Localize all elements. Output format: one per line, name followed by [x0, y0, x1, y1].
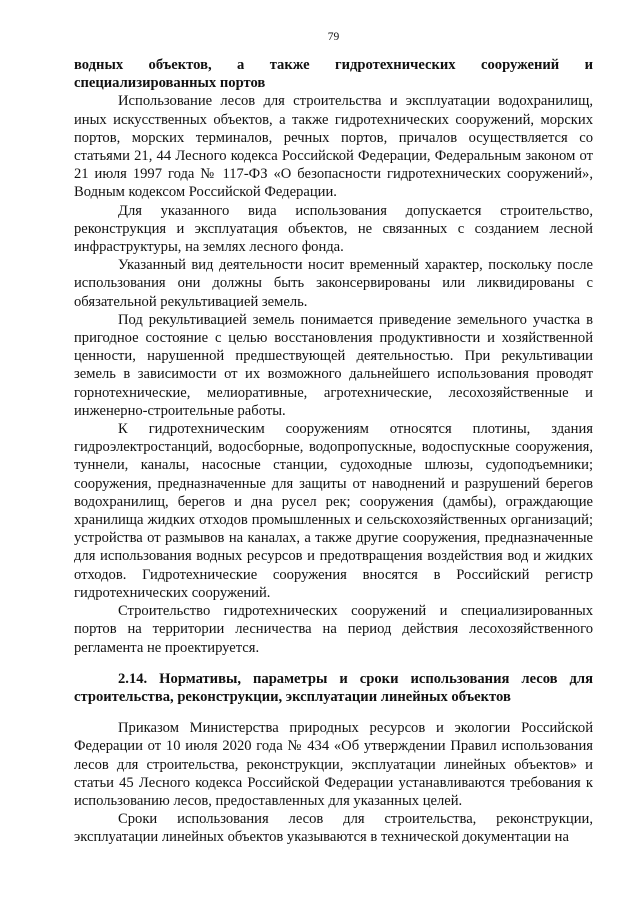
section-gap: [74, 706, 593, 719]
paragraph: Указанный вид деятельности носит временный характер, поскольку после использования они должны быть законсервированы или ликвидированы с обязательной рекультивацией земель.: [74, 257, 593, 310]
paragraph: Приказом Министерства природных ресурсов и экологии Российской Федерации от 10 июля 2020 года № 434 «Об утверждении Правил использования лесов для строительства, реконструкции, эксплуатации линейных объектов» и статьи 45 Лесного кодекса Российской Федерации устанавливаются требования к использованию лесов, предоставленных для указанных целей.: [74, 720, 593, 809]
section-gap: [74, 657, 593, 670]
paragraph: Для указанного вида использования допускается строительство, реконструкция и эксплуатация объектов, не связанных с созданием лесной инфраструктуры, на землях лесного фонда.: [74, 202, 593, 256]
paragraph: Строительство гидротехнических сооружений и специализированных портов на территории лесничества на период действия лесохозяйственного регламента не проектируется.: [74, 603, 593, 656]
section-heading: 2.14. Нормативы, параметры и сроки использования лесов для строительства, реконструкции, эксплуатации линейных объектов: [74, 670, 593, 705]
paragraph: Использование лесов для строительства и эксплуатации водохранилищ, иных искусственных объектов, а также гидротехнических сооружений, морских портов, морских терминалов, речных портов, причалов осуществляется со статьями 21, 44 Лесного кодекса Российской Федерации, Федеральным законом от 21 июля 1997 года № 117-ФЗ «О безопасности гидротехнических сооружений», Водным кодексом Российской Федерации.: [74, 93, 593, 201]
paragraph: Под рекультивацией земель понимается приведение земельного участка в пригодное состояние с целью восстановления продуктивности и хозяйственной ценности, нарушенной предшествующей деятельностью. При рекультивации земель в зависимости от их возможного дальнейшего использования проводят горнотехнические, мелиоративные, агротехнические, лесохозяйственные и инженерно-строительные работы.: [74, 311, 593, 419]
paragraph: Сроки использования лесов для строительства, реконструкции, эксплуатации линейных объектов указываются в технической документации на: [74, 811, 593, 846]
page-number: 79: [327, 31, 340, 43]
section-heading-continued: водных объектов, а также гидротехнических сооружений и специализированных портов: [74, 57, 593, 92]
paragraph: К гидротехническим сооружениям относятся плотины, здания гидроэлектростанций, водосборные, водопропускные, водоспускные сооружения, туннели, каналы, насосные станции, судоходные шлюзы, судоподъемники; сооружения, предназначенные для защиты от наводнений и разрушений берегов водохранилищ, берегов и дна русел рек; сооружения (дамбы), ограждающие хранилища жидких отходов промышленных и сельскохозяйственных организаций; устройства от размывов на каналах, а также другие сооружения, предназначенные для использования водных ресурсов и предотвращения воздействия вод и жидких отходов. Гидротехнические сооружения вносятся в Российский регистр гидротехнических сооружений.: [74, 421, 593, 601]
